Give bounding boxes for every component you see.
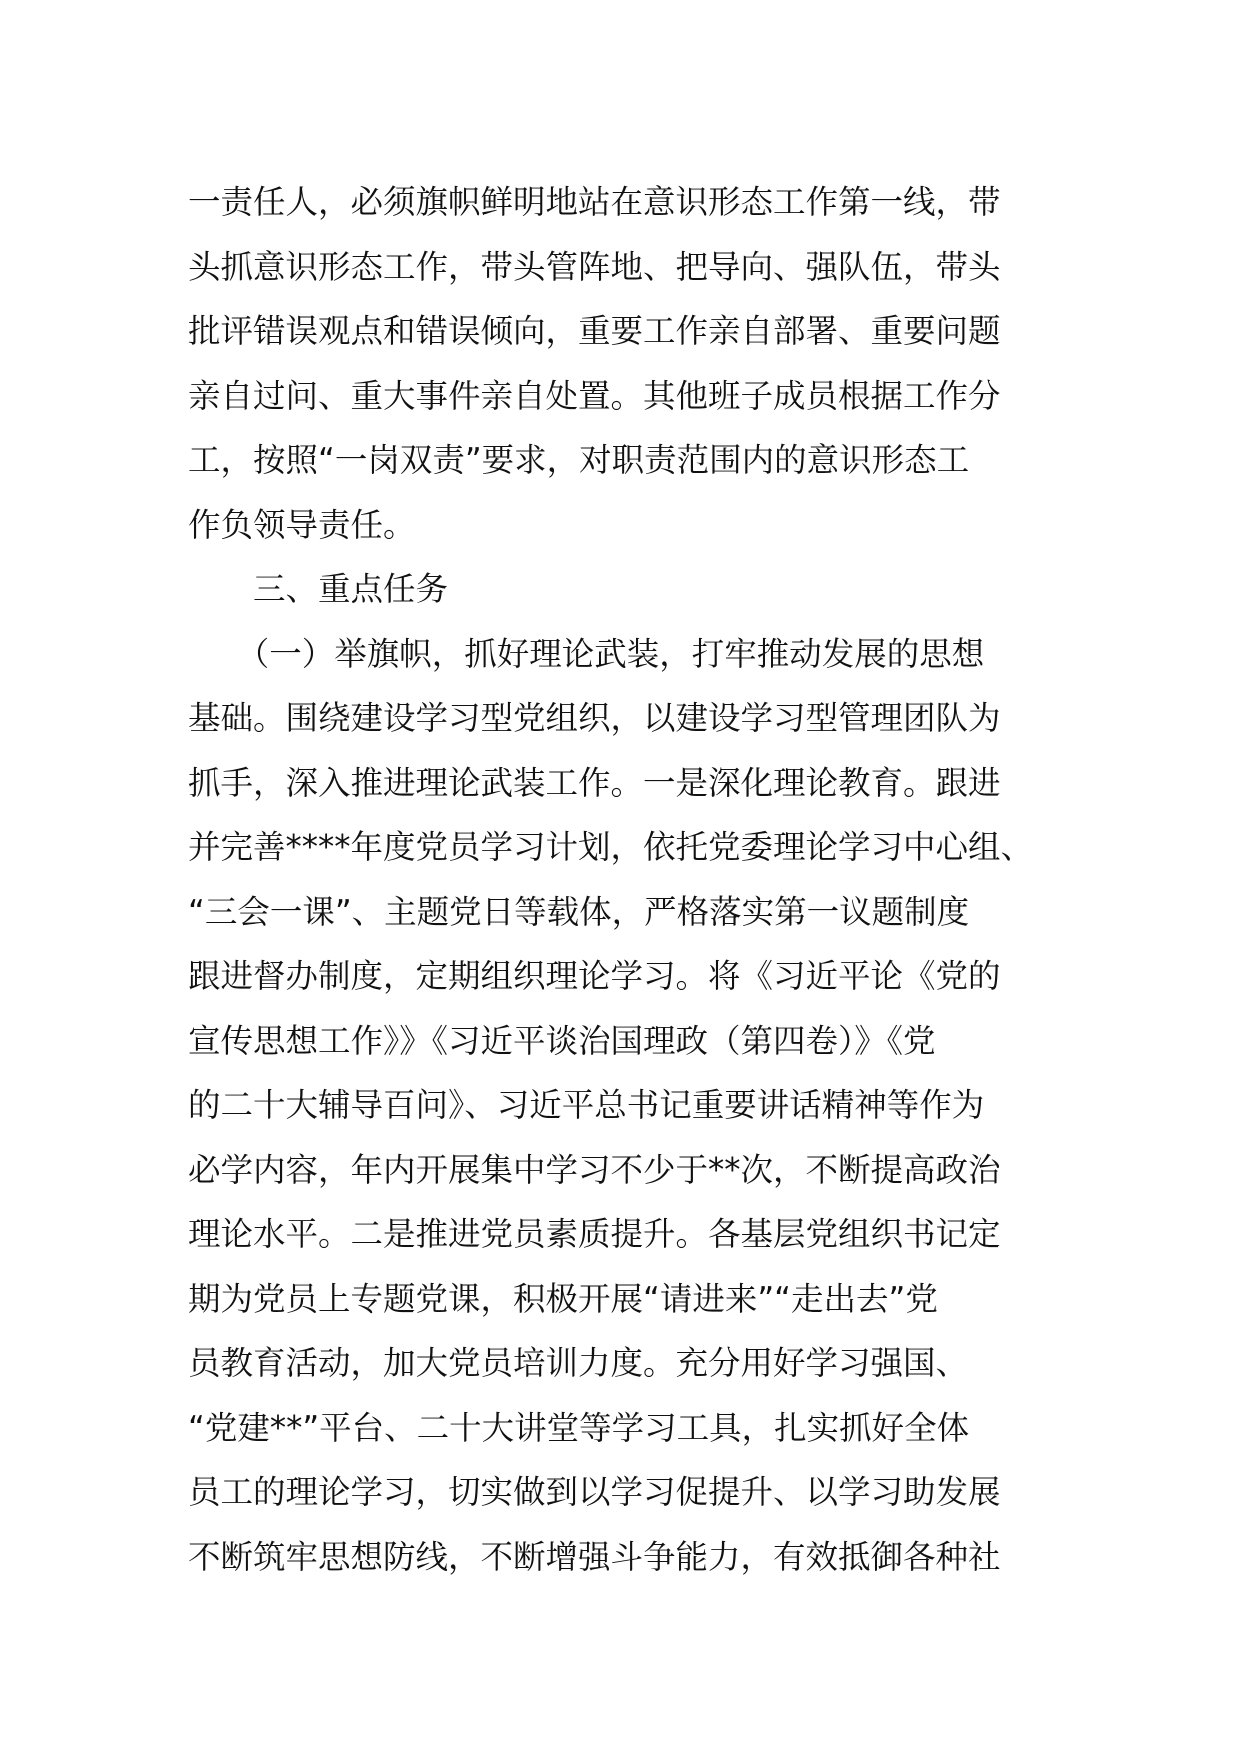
text-line: 宣传思想工作》》《习近平谈治国理政（第四卷）》《党 [188, 1021, 936, 1060]
text-line: 期为党员上专题党课，积极开展“请进来”“走出去”党 [188, 1279, 938, 1318]
text-line: 工，按照“一岗双责”要求，对职责范围内的意识形态工 [188, 441, 970, 479]
text-line: 基础。围绕建设学习型党组织，以建设学习型管理团队为 [188, 699, 1001, 737]
section-heading: 三、重点任务 [188, 570, 449, 608]
text-line: 的二十大辅导百问》、习近平总书记重要讲话精神等作为 [188, 1086, 985, 1124]
text-line: 抓手，深入推进理论武装工作。一是深化理论教育。跟进 [188, 763, 1001, 802]
text-line: 跟进督办制度，定期组织理论学习。将《习近平论《党的 [188, 957, 1001, 995]
text-line: 亲自过问、重大事件亲自处置。其他班子成员根据工作分 [188, 376, 1001, 415]
text-line: 不断筑牢思想防线，不断增强斗争能力，有效抵御各种社 [188, 1537, 1001, 1576]
text-line: 并完善****年度党员学习计划，依托党委理论学习中心组、 [188, 828, 1034, 866]
text-line: 批评错误观点和错误倾向，重要工作亲自部署、重要问题 [188, 312, 1001, 350]
text-line: 必学内容，年内开展集中学习不少于**次，不断提高政治 [188, 1150, 1001, 1189]
body-text [188, 170, 1068, 1589]
text-line: 员工的理论学习，切实做到以学习促提升、以学习助发展 [188, 1473, 1001, 1511]
subsection-heading-line: （一）举旗帜，抓好理论武装，打牢推动发展的思想 [188, 634, 985, 673]
text-line: 理论水平。二是推进党员素质提升。各基层党组织书记定 [188, 1215, 1001, 1253]
text-line: 员教育活动，加大党员培训力度。充分用好学习强国、 [188, 1344, 969, 1382]
text-line: “党建**”平台、二十大讲堂等学习工具，扎实抓好全体 [188, 1408, 970, 1447]
text-line: 头抓意识形态工作，带头管阵地、把导向、强队伍，带头 [188, 247, 1001, 286]
text-line: 作负领导责任。 [188, 505, 416, 544]
text-line: 一责任人，必须旗帜鲜明地站在意识形态工作第一线，带 [188, 183, 1001, 221]
text-line: “三会一课”、主题党日等载体，严格落实第一议题制度 [188, 892, 970, 931]
